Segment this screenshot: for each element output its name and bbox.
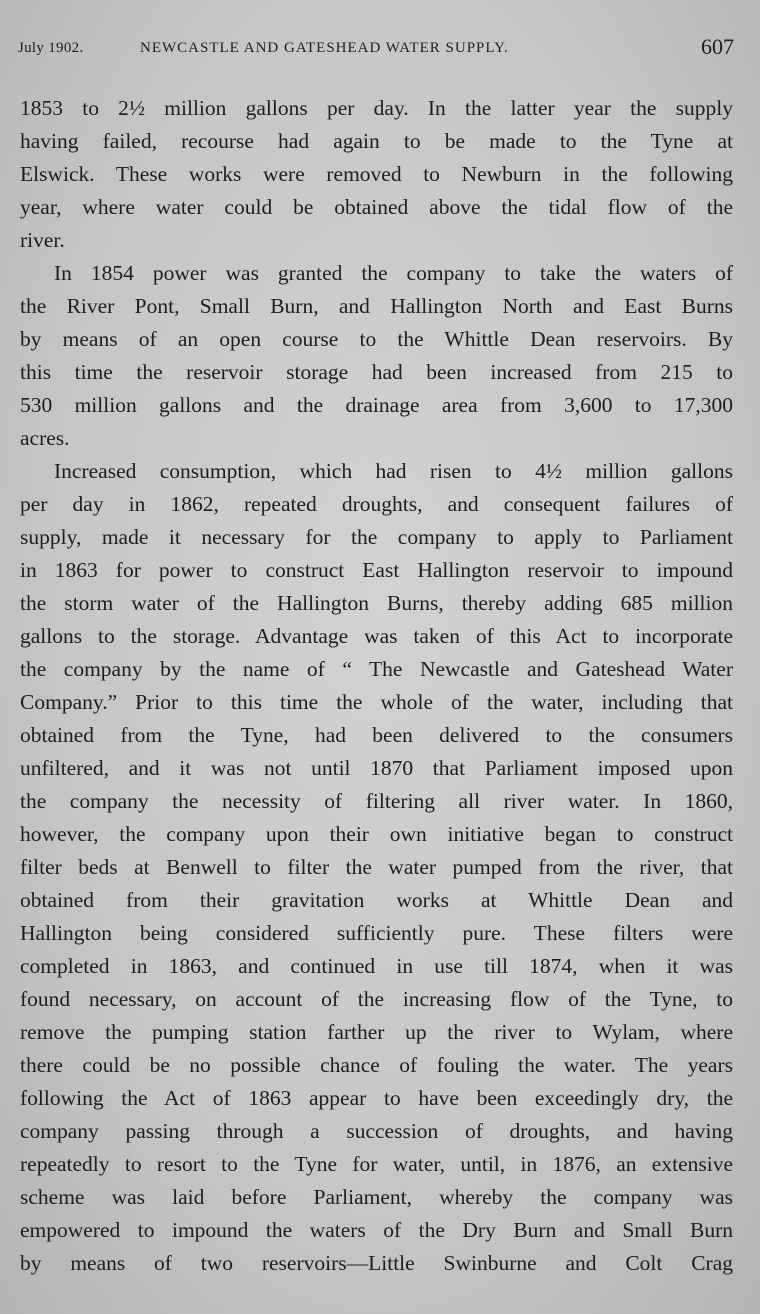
text-line: 530 million gallons and the drainage area from 3,600 to 17,300: [20, 393, 733, 417]
text-line: obtained from their gravitation works at Whittle Dean and: [20, 888, 733, 912]
text-line: unfiltered, and it was not until 1870 that Parliament imposed upon: [20, 756, 733, 780]
paragraph: [20, 257, 733, 455]
text-line: gallons to the storage. Advantage was taken of this Act to incorporate: [20, 624, 733, 648]
text-line: scheme was laid before Parliament, whereby the company was: [20, 1185, 733, 1209]
running-header: [18, 34, 734, 64]
text-line: the company the necessity of filtering all river water. In 1860,: [20, 789, 733, 813]
header-title: NEWCASTLE AND GATESHEAD WATER SUPPLY.: [140, 40, 509, 56]
text-line: acres.: [20, 426, 70, 450]
text-line: river.: [20, 228, 65, 252]
text-line: by means of an open course to the Whittle Dean reservoirs. By: [20, 327, 733, 351]
text-line: in 1863 for power to construct East Hallington reservoir to impound: [20, 558, 733, 582]
text-line: remove the pumping station farther up the river to Wylam, where: [20, 1020, 733, 1044]
text-line: following the Act of 1863 appear to have been exceedingly dry, the: [20, 1086, 733, 1110]
header-date: July 1902.: [18, 40, 84, 56]
text-line: however, the company upon their own initiative began to construct: [20, 822, 733, 846]
paragraph: [20, 455, 733, 1280]
text-line: Elswick. These works were removed to Newburn in the following: [20, 162, 733, 186]
text-line: obtained from the Tyne, had been delivered to the consumers: [20, 723, 733, 747]
text-line: this time the reservoir storage had been increased from 215 to: [20, 360, 733, 384]
text-line: by means of two reservoirs—Little Swinburne and Colt Crag: [20, 1251, 733, 1275]
text-line: Company.” Prior to this time the whole of the water, including that: [20, 690, 733, 714]
body-text: [20, 92, 733, 1280]
text-line: the River Pont, Small Burn, and Hallington North and East Burns: [20, 294, 733, 318]
text-line: Increased consumption, which had risen to 4½ million gallons: [54, 459, 733, 483]
text-line: per day in 1862, repeated droughts, and consequent failures of: [20, 492, 733, 516]
text-line: Hallington being considered sufficiently pure. These filters were: [20, 921, 733, 945]
text-line: repeatedly to resort to the Tyne for water, until, in 1876, an extensive: [20, 1152, 733, 1176]
text-line: filter beds at Benwell to filter the water pumped from the river, that: [20, 855, 733, 879]
text-line: year, where water could be obtained above the tidal flow of the: [20, 195, 733, 219]
text-line: completed in 1863, and continued in use till 1874, when it was: [20, 954, 733, 978]
text-line: In 1854 power was granted the company to take the waters of: [54, 261, 733, 285]
paragraph: [20, 92, 733, 257]
text-line: company passing through a succession of droughts, and having: [20, 1119, 733, 1143]
page-number: 607: [701, 34, 734, 59]
text-line: the storm water of the Hallington Burns, thereby adding 685 million: [20, 591, 733, 615]
text-line: empowered to impound the waters of the Dry Burn and Small Burn: [20, 1218, 733, 1242]
text-line: 1853 to 2½ million gallons per day. In the latter year the supply: [20, 96, 733, 120]
text-line: found necessary, on account of the increasing flow of the Tyne, to: [20, 987, 733, 1011]
text-line: there could be no possible chance of fouling the water. The years: [20, 1053, 733, 1077]
text-line: supply, made it necessary for the company to apply to Parliament: [20, 525, 733, 549]
text-line: the company by the name of “ The Newcastle and Gateshead Water: [20, 657, 733, 681]
text-line: having failed, recourse had again to be made to the Tyne at: [20, 129, 733, 153]
